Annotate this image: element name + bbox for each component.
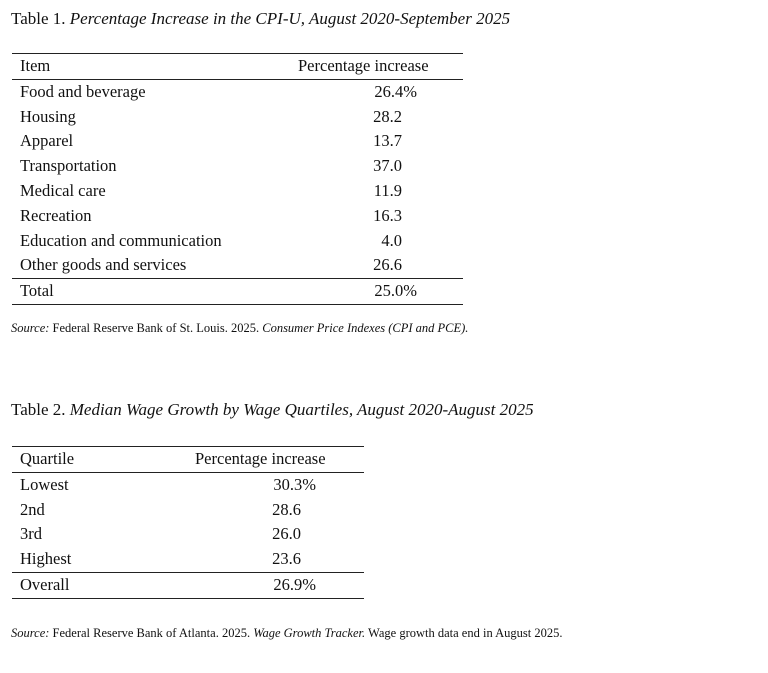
table2-source-note: Wage growth data end in August 2025. [368, 626, 563, 640]
table1-caption-prefix: Table 1. [11, 9, 66, 28]
table-row [12, 498, 364, 523]
table2-caption-title: Median Wage Growth by Wage Quartiles, August 2020-August 2025 [69, 400, 534, 419]
table1-header-value: Percentage increase [292, 54, 463, 80]
table2-source [11, 626, 563, 641]
table2-row-value: 23.6 [272, 549, 301, 569]
table1-header-item: Item [12, 54, 292, 80]
table-row [12, 204, 463, 229]
table1-source [11, 321, 468, 336]
table1-row-item: Other goods and services [20, 255, 187, 275]
table1 [12, 53, 463, 305]
table2-row-item: 3rd [20, 524, 42, 544]
table-row [12, 472, 364, 497]
table-row [12, 179, 463, 204]
table2-row-value: 28.6 [272, 499, 301, 519]
table1-row-item: Food and beverage [20, 81, 146, 101]
table1-row-value: 37.0 [373, 156, 402, 176]
table1-row-item: Apparel [20, 131, 74, 151]
table2-row-item: 2nd [20, 499, 45, 519]
table1-row-value: 26.4% [374, 81, 417, 101]
table1-row-value: 4.0 [381, 230, 402, 250]
table-row [12, 129, 463, 154]
table-row [12, 522, 364, 547]
table1-row-item: Medical care [20, 180, 106, 200]
table1-row-item: Recreation [20, 205, 92, 225]
table1-header-row [12, 54, 463, 80]
table2-source-label: Source: [11, 626, 50, 640]
table-row [12, 79, 463, 104]
table2-total-item: Overall [12, 572, 187, 598]
table2-row-value: 26.0 [272, 524, 301, 544]
table-row [12, 229, 463, 254]
table1-row-value: 16.3 [373, 205, 402, 225]
table2-header-item: Quartile [12, 447, 187, 473]
table1-total-row [12, 279, 463, 305]
table2-row-item: Highest [20, 549, 72, 569]
table1-source-text: Federal Reserve Bank of St. Louis. 2025. [52, 321, 260, 335]
table2-row-item: Lowest [20, 474, 69, 494]
table-row [12, 154, 463, 179]
table-row [12, 253, 463, 278]
table2-total-value: 26.9% [187, 572, 364, 598]
table1-row-item: Education and communication [20, 230, 222, 250]
table1-source-title: Consumer Price Indexes (CPI and PCE). [262, 321, 469, 335]
table-row [12, 547, 364, 572]
table1-row-value: 11.9 [373, 180, 402, 200]
table2-source-title: Wage Growth Tracker. [253, 626, 366, 640]
table1-source-label: Source: [11, 321, 50, 335]
table1-caption-title: Percentage Increase in the CPI-U, August 2020-September 2025 [69, 9, 511, 28]
table1-row-value: 26.6 [373, 255, 402, 275]
table2-total-row [12, 572, 364, 598]
table-row [12, 105, 463, 130]
table2-source-text: Federal Reserve Bank of Atlanta. 2025. [52, 626, 251, 640]
table1-caption [11, 9, 510, 29]
table2-caption [11, 400, 534, 420]
table1-total-item: Total [12, 279, 292, 305]
table2-caption-prefix: Table 2. [11, 400, 66, 419]
table2-header-row [12, 447, 364, 473]
table1-total-value: 25.0% [292, 279, 463, 305]
table1-row-item: Transportation [20, 156, 117, 176]
table2 [12, 446, 364, 599]
table2-row-value: 30.3% [273, 474, 316, 494]
table1-row-value: 28.2 [373, 106, 402, 126]
table2-header-value: Percentage increase [187, 447, 364, 473]
table1-row-item: Housing [20, 106, 76, 126]
table1-row-value: 13.7 [373, 131, 402, 151]
